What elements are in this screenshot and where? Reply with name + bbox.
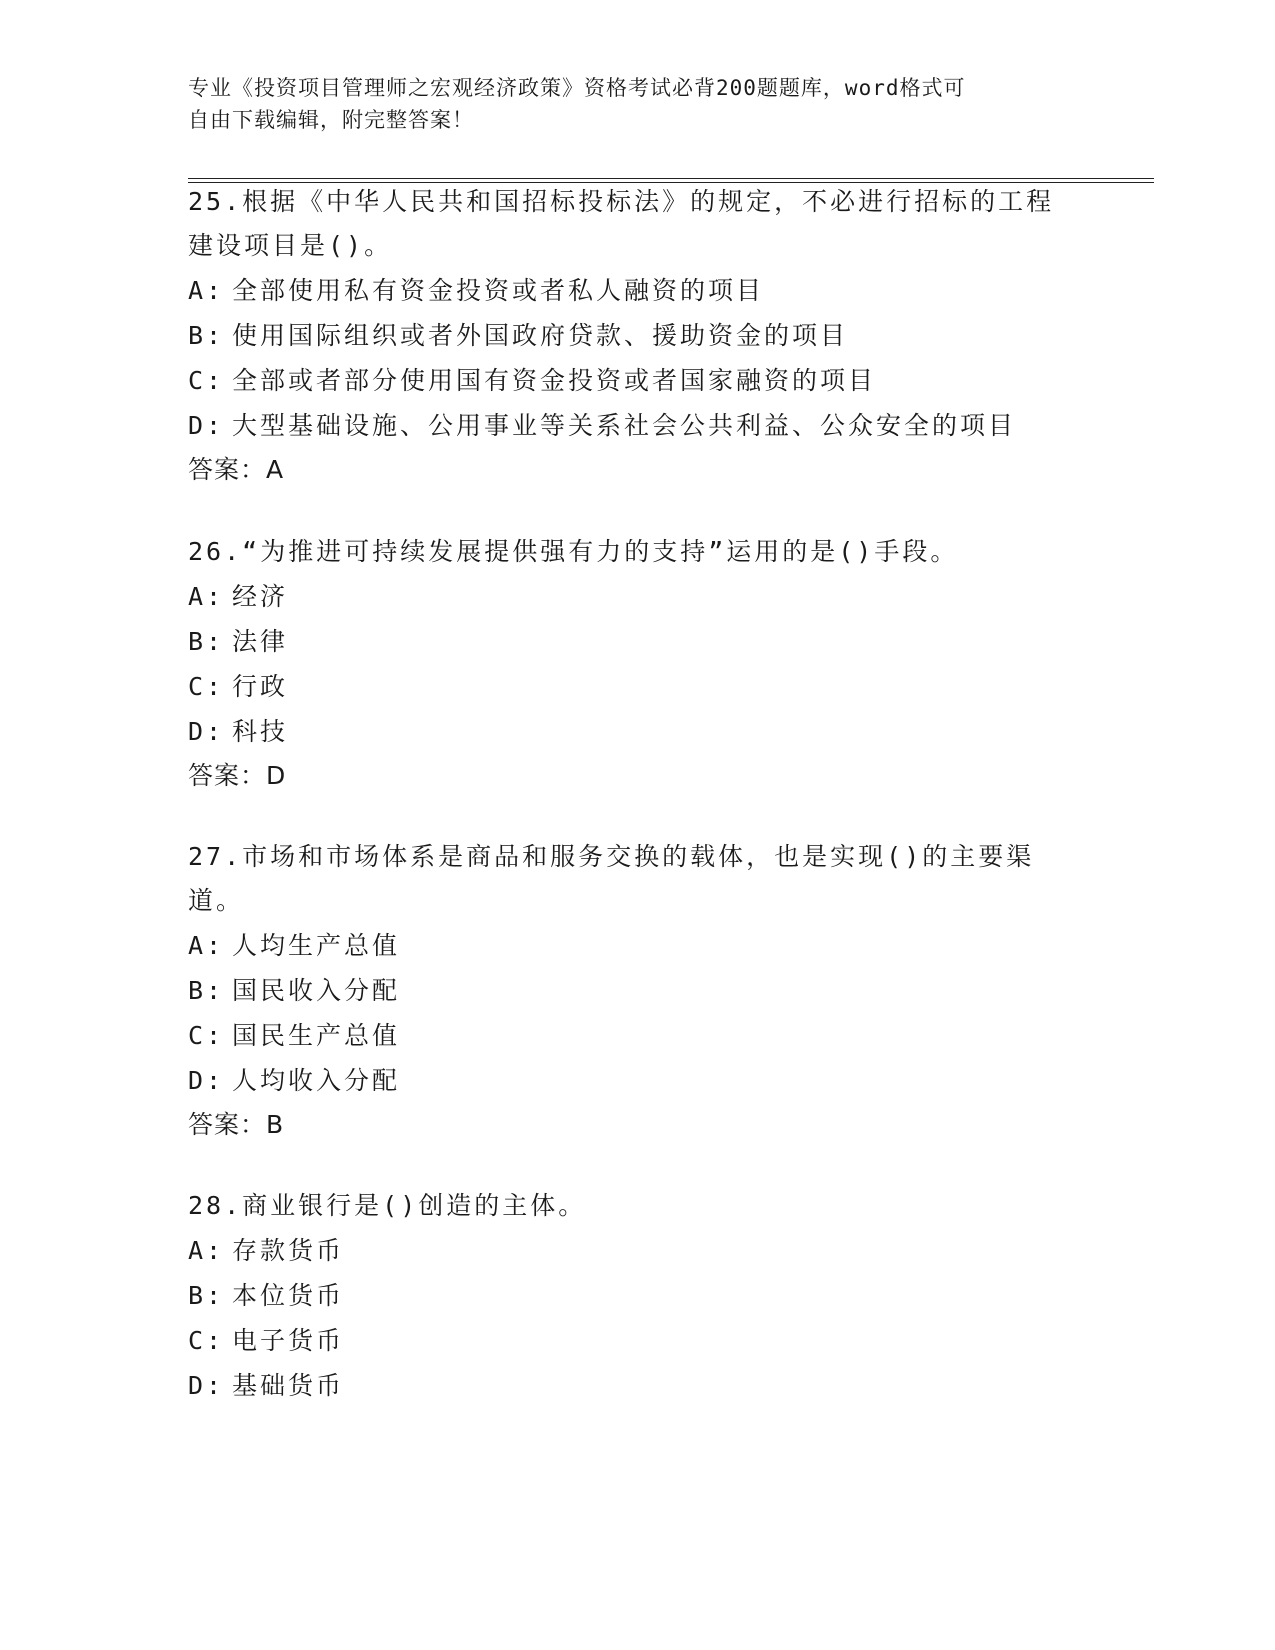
document-header — [188, 72, 1068, 136]
question-stem: 26.“为推进可持续发展提供强有力的支持”运用的是()手段。 — [188, 537, 959, 566]
header-line-2: 自由下载编辑，附完整答案！ — [188, 108, 474, 132]
question-stem: 25.根据《中华人民共和国招标投标法》的规定，不必进行招标的工程建设项目是()。 — [188, 187, 1055, 260]
option-d — [188, 1363, 1088, 1408]
option-letter: B: — [188, 976, 225, 1005]
option-letter: B: — [188, 627, 225, 656]
question-stem: 28.商业银行是()创造的主体。 — [188, 1191, 587, 1220]
option-d — [188, 1058, 1088, 1103]
question-27 — [188, 835, 1088, 1147]
option-c — [188, 1013, 1088, 1058]
option-b — [188, 313, 1088, 358]
option-letter: C: — [188, 366, 225, 395]
option-text: 基础货币 — [232, 1371, 345, 1400]
option-b — [188, 968, 1088, 1013]
option-a — [188, 1228, 1088, 1273]
option-a — [188, 574, 1088, 619]
question-25 — [188, 180, 1088, 492]
option-letter: B: — [188, 321, 225, 350]
question-28 — [188, 1184, 1088, 1408]
option-letter: C: — [188, 1021, 225, 1050]
question-26 — [188, 530, 1088, 798]
option-text: 人均收入分配 — [232, 1066, 401, 1095]
option-letter: D: — [188, 717, 225, 746]
option-text: 大型基础设施、公用事业等关系社会公共利益、公众安全的项目 — [232, 411, 1017, 440]
option-text: 全部使用私有资金投资或者私人融资的项目 — [232, 276, 765, 305]
option-c — [188, 358, 1088, 403]
header-line-1: 专业《投资项目管理师之宏观经济政策》资格考试必背200题题库，word格式可 — [188, 76, 966, 100]
option-letter: D: — [188, 411, 225, 440]
option-text: 国民收入分配 — [232, 976, 401, 1005]
option-a — [188, 268, 1088, 313]
answer-line: 答案：D — [188, 761, 287, 790]
option-a — [188, 923, 1088, 968]
option-letter: C: — [188, 1326, 225, 1355]
option-letter: A: — [188, 582, 225, 611]
option-c — [188, 1318, 1088, 1363]
option-text: 全部或者部分使用国有资金投资或者国家融资的项目 — [232, 366, 877, 395]
option-letter: D: — [188, 1371, 225, 1400]
option-letter: B: — [188, 1281, 225, 1310]
answer-line: 答案：A — [188, 455, 285, 484]
option-letter: A: — [188, 276, 225, 305]
option-letter: C: — [188, 672, 225, 701]
option-d — [188, 403, 1088, 448]
option-text: 行政 — [232, 672, 289, 701]
option-text: 人均生产总值 — [232, 931, 401, 960]
option-text: 使用国际组织或者外国政府贷款、援助资金的项目 — [232, 321, 849, 350]
option-letter: A: — [188, 1236, 225, 1265]
option-d — [188, 709, 1088, 754]
option-text: 科技 — [232, 717, 289, 746]
option-letter: D: — [188, 1066, 225, 1095]
option-text: 存款货币 — [232, 1236, 345, 1265]
option-text: 法律 — [232, 627, 289, 656]
option-c — [188, 664, 1088, 709]
option-b — [188, 1273, 1088, 1318]
option-text: 本位货币 — [232, 1281, 345, 1310]
option-text: 国民生产总值 — [232, 1021, 401, 1050]
option-text: 电子货币 — [232, 1326, 345, 1355]
answer-line: 答案：B — [188, 1110, 285, 1139]
question-stem: 27.市场和市场体系是商品和服务交换的载体，也是实现()的主要渠道。 — [188, 842, 1035, 915]
option-letter: A: — [188, 931, 225, 960]
option-b — [188, 619, 1088, 664]
option-text: 经济 — [232, 582, 289, 611]
